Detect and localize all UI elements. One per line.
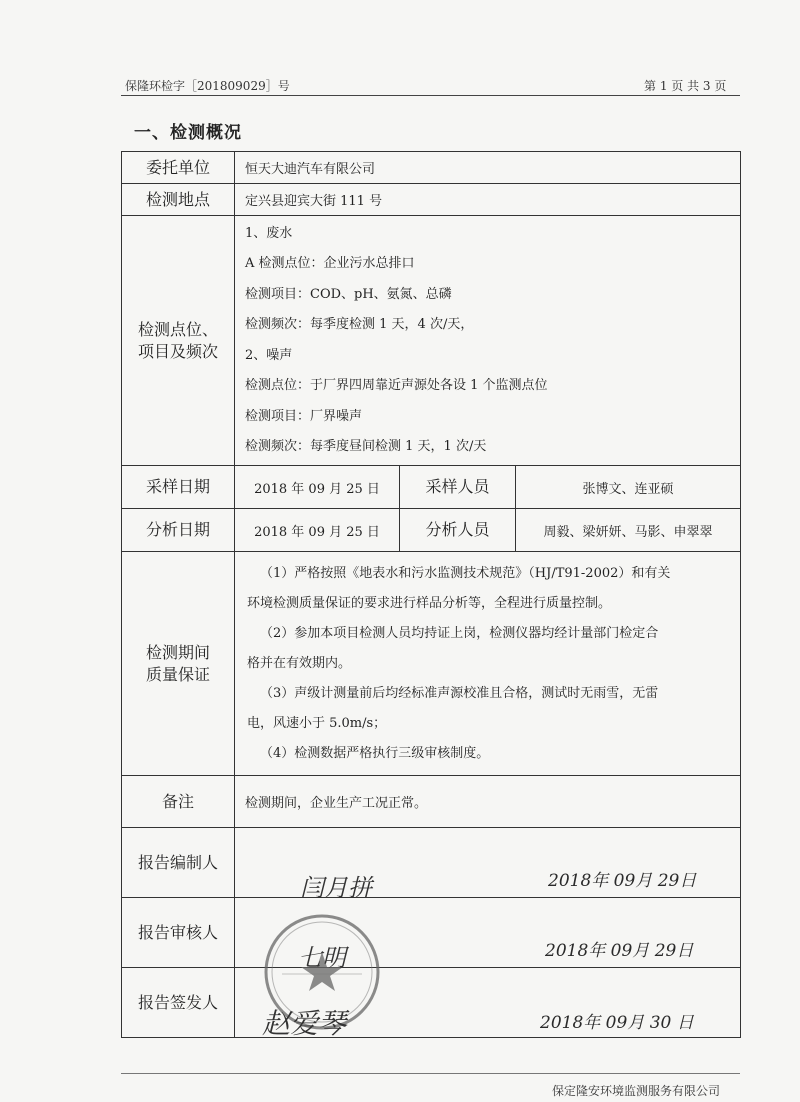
quality-label: 检测期间 质量保证 [122,552,235,776]
client-value: 恒天大迪汽车有限公司 [235,152,741,184]
compiler-signature: 闫月拼 [300,874,372,902]
analysis-date-label: 分析日期 [122,509,235,552]
section-title: 一、检测概况 [134,123,242,143]
row-items [122,216,741,466]
sampling-person-value: 张博文、连亚硕 [516,466,741,509]
reviewer-label: 报告审核人 [122,898,235,968]
remark-value: 检测期间，企业生产工况正常。 [235,776,741,828]
items-line: 检测项目：COD、pH、氨氮、总磷 [245,286,452,302]
analysis-person-value: 周毅、梁妍妍、马影、申翠翠 [516,509,741,552]
quality-paragraph: 格并在有效期内。 [247,655,352,671]
quality-paragraph: （2）参加本项目检测人员均持证上岗，检测仪器均经计量部门检定合 [260,625,659,641]
sampling-date-label: 采样日期 [122,466,235,509]
items-line: 检测频次：每季度昼间检测 1 天，1 次/天 [245,439,487,454]
items-line: A 检测点位：企业污水总排口 [245,256,415,271]
reviewer-signature: 七明 [298,944,346,972]
items-line: 2、噪声 [245,347,293,363]
reviewer-date: 2018年 09月 29日 [545,941,694,961]
issuer-signature: 赵爱琴 [262,1007,347,1040]
quality-detail [235,552,741,776]
issuer-label: 报告签发人 [122,968,235,1038]
issuer-date: 2018年 09月 30 日 [540,1013,694,1033]
items-line: 检测点位：于厂界四周靠近声源处各设 1 个监测点位 [245,378,548,393]
quality-paragraph: 环境检测质量保证的要求进行样品分析等，全程进行质量控制。 [247,595,612,611]
items-line: 1、废水 [245,225,293,241]
row-sampling [122,466,741,509]
items-line: 检测项目：厂界噪声 [245,408,363,424]
remark-label: 备注 [122,776,235,828]
location-value: 定兴县迎宾大街 111 号 [235,184,741,216]
row-location [122,184,741,216]
row-quality [122,552,741,776]
footer-company: 保定隆安环境监测服务有限公司 [551,1084,720,1098]
analysis-date-value: 2018 年 09 月 25 日 [235,509,400,552]
page-info: 第 1 页 共 3 页 [644,79,727,93]
client-label: 委托单位 [122,152,235,184]
sampling-date-value: 2018 年 09 月 25 日 [235,466,400,509]
quality-paragraph: （1）严格按照《地表水和污水监测技术规范》（HJ/T91-2002）和有关 [260,565,671,581]
compiler-date: 2018年 09月 29日 [548,871,697,891]
footer-divider [121,1073,740,1074]
items-line: 检测频次：每季度检测 1 天，4 次/天， [245,317,474,332]
quality-paragraph: （4）检测数据严格执行三级审核制度。 [260,745,490,761]
overview-table [121,151,741,1038]
quality-paragraph: 电，风速小于 5.0m/s； [247,715,387,731]
items-label: 检测点位、 项目及频次 [122,216,235,466]
header-divider [121,95,740,96]
compiler-label: 报告编制人 [122,828,235,898]
location-label: 检测地点 [122,184,235,216]
row-analysis [122,509,741,552]
row-client [122,152,741,184]
row-remark [122,776,741,828]
sampling-person-label: 采样人员 [400,466,516,509]
document-number: 保隆环检字［201809029］号 [125,79,290,93]
quality-paragraph: （3）声级计测量前后均经标准声源校准且合格，测试时无雨雪，无雷 [260,685,659,701]
analysis-person-label: 分析人员 [400,509,516,552]
items-detail [235,216,741,466]
